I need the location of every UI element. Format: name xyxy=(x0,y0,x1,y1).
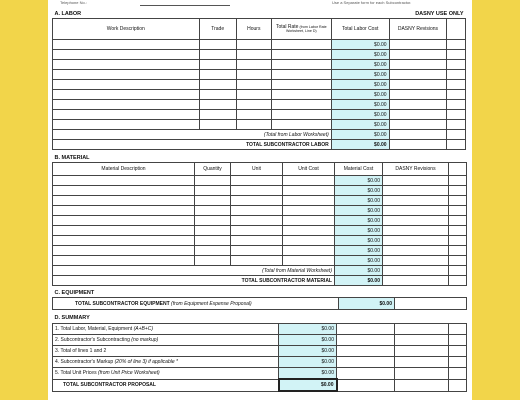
labor-total-label: TOTAL SUBCONTRACTOR LABOR xyxy=(53,140,332,150)
summary-value: $0.00 xyxy=(279,368,337,380)
labor-row[interactable]: $0.00 xyxy=(53,100,466,110)
material-total-value: $0.00 xyxy=(335,276,383,286)
dasny-use-only: DASNY USE ONLY xyxy=(415,10,464,17)
top-strip xyxy=(52,0,466,7)
material-total-label: TOTAL SUBCONTRACTOR MATERIAL xyxy=(53,276,335,286)
material-row[interactable]: $0.00 xyxy=(53,236,467,246)
col-material-description: Material Description xyxy=(53,163,195,176)
labor-section-title: A. LABOR xyxy=(54,10,82,17)
material-section-title: B. MATERIAL xyxy=(54,154,90,161)
summary-section-title: D. SUMMARY xyxy=(54,315,90,321)
summary-value: $0.00 xyxy=(279,346,337,357)
summary-value: $0.00 xyxy=(279,357,337,368)
labor-row[interactable]: $0.00 xyxy=(53,60,466,70)
material-row[interactable]: $0.00 xyxy=(53,186,467,196)
summary-total-value: $0.00 xyxy=(279,379,337,391)
equipment-total-label: TOTAL SUBCONTRACTOR EQUIPMENT xyxy=(75,300,170,307)
labor-row[interactable]: $0.00 xyxy=(53,80,466,90)
material-row[interactable]: $0.00 xyxy=(53,246,467,256)
equipment-table xyxy=(52,288,467,310)
material-row[interactable]: $0.00 xyxy=(53,206,467,216)
telephone-field-line xyxy=(140,5,230,6)
col-unit-cost: Unit Cost xyxy=(283,163,335,176)
equipment-total-value: $0.00 xyxy=(339,298,395,310)
equipment-total-row xyxy=(53,298,339,310)
col-material-cost: Material Cost xyxy=(335,163,383,176)
labor-table xyxy=(52,9,466,150)
material-row[interactable]: $0.00 xyxy=(53,176,467,186)
telephone-label: Telephone No.: xyxy=(60,0,87,5)
material-table xyxy=(52,153,467,286)
labor-row[interactable]: $0.00 xyxy=(53,40,466,50)
material-row[interactable]: $0.00 xyxy=(53,196,467,206)
col-total-labor-cost: Total Labor Cost xyxy=(331,19,389,40)
material-row[interactable]: $0.00 xyxy=(53,216,467,226)
col-dasny-revisions: DASNY Revisions xyxy=(389,19,447,40)
labor-row[interactable]: $0.00 xyxy=(53,110,466,120)
col-hours: Hours xyxy=(236,19,271,40)
summary-row: 1. Total Labor, Material, Equipment (A+B+C) $0.00 xyxy=(53,324,467,335)
summary-table xyxy=(52,313,467,392)
material-row[interactable]: $0.00 xyxy=(53,226,467,236)
col-work-description: Work Description xyxy=(53,19,200,40)
material-row[interactable]: $0.00 xyxy=(53,256,467,266)
summary-row: 3. Total of lines 1 and 2 $0.00 xyxy=(53,346,467,357)
proposal-sheet xyxy=(48,0,472,400)
summary-row: 2. Subcontractor's Subcontracting (no markup) $0.00 xyxy=(53,335,467,346)
separate-form-note: Use a Separate form for each Subcontractor. xyxy=(332,0,412,5)
col-trade: Trade xyxy=(199,19,236,40)
col-unit: Unit xyxy=(231,163,283,176)
labor-worksheet-value: $0.00 xyxy=(331,130,389,140)
labor-row[interactable]: $0.00 xyxy=(53,90,466,100)
equipment-section-title: C. EQUIPMENT xyxy=(54,289,95,296)
equipment-total-note: (from Equipment Expense Proposal) xyxy=(171,300,252,307)
labor-total-value: $0.00 xyxy=(331,140,389,150)
labor-worksheet-note: (Total from Labor Worksheet) xyxy=(53,130,332,140)
material-worksheet-value: $0.00 xyxy=(335,266,383,276)
labor-row[interactable]: $0.00 xyxy=(53,120,466,130)
summary-total-label: TOTAL SUBCONTRACTOR PROPOSAL xyxy=(53,379,279,391)
summary-value: $0.00 xyxy=(279,324,337,335)
col-dasny-revisions-material: DASNY Revisions xyxy=(383,163,449,176)
col-quantity: Quantity xyxy=(195,163,231,176)
labor-row[interactable]: $0.00 xyxy=(53,50,466,60)
summary-row: 4. Subcontractor's Markup (20% of line 3) if applicable * $0.00 xyxy=(53,357,467,368)
labor-row[interactable]: $0.00 xyxy=(53,70,466,80)
summary-value: $0.00 xyxy=(279,335,337,346)
col-total-rate: Total Rate (from Labor Rate Worksheet, Line D) xyxy=(271,19,331,40)
material-worksheet-note: (Total from Material Worksheet) xyxy=(53,266,335,276)
summary-row: 5. Total Unit Prices (from Unit Price Worksheet) $0.00 xyxy=(53,368,467,380)
